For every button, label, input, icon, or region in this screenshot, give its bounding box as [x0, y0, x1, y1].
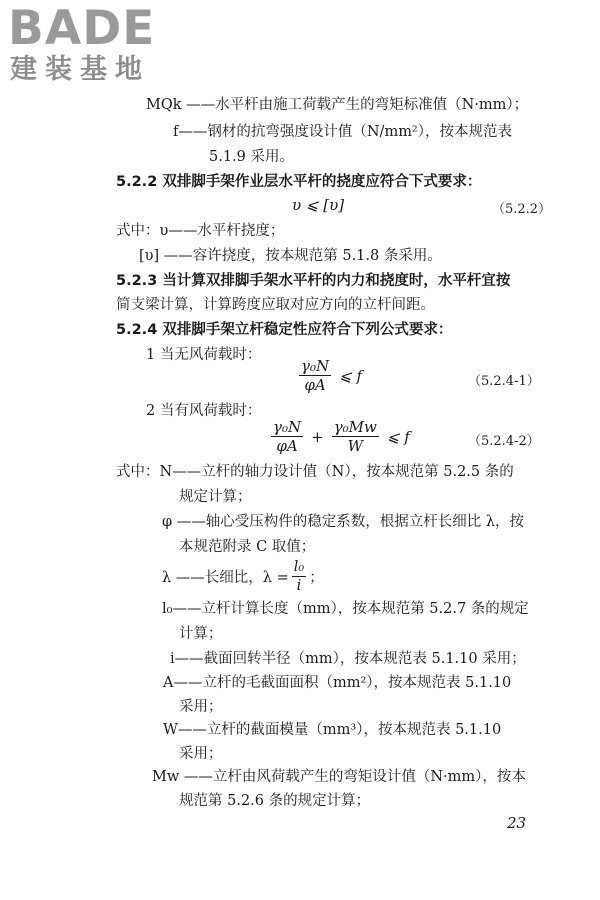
equation-number-5-2-2: （5.2.2）: [492, 202, 552, 217]
equation-5-2-4-1: $\frac{\text{γ₀N}}{\varphi A}$ ⩽ f: [301, 357, 362, 394]
def-l0-line1: l₀——立杆计算长度（mm），按本规范第 5.2.7 条的规定: [162, 601, 529, 617]
case-no-wind: 1 当无风荷载时：: [146, 347, 262, 363]
def-phi-line1: φ ——轴心受压构件的稳定系数，根据立杆长细比 λ，按: [162, 514, 525, 530]
def-lambda: λ ——长细比，λ = $\frac{\text{l₀}}{i}$ ；: [162, 559, 324, 594]
def-A-line2: 采用；: [179, 699, 223, 715]
def-f-line2: 5.1.9 采用。: [209, 149, 295, 165]
def-phi-line2: 本规范附录 C 取值；: [179, 539, 316, 555]
logo: [8, 1, 178, 86]
fraction: $\frac{\text{γ₀N}}{\varphi A}$: [301, 357, 330, 394]
equation-5-2-2: [292, 196, 344, 214]
def-Mw-line2: 规范第 5.2.6 条的规定计算；: [179, 793, 371, 809]
def-l0-line2: 计算；: [179, 626, 223, 642]
def-W-line1: W——立杆的截面模量（mm³），按本规范表 5.1.10: [163, 722, 502, 738]
fraction: $\frac{\text{γ₀N}}{\varphi A}$: [273, 418, 302, 455]
clause-5-2-2: 5.2.2 双排脚手架作业层水平杆的挠度应符合下式要求：: [116, 174, 482, 190]
equation-5-2-4-2: $\frac{\text{γ₀N}}{\varphi A}$ + $\frac{\text{γ₀Mw}}{W}$ ⩽ f: [273, 418, 410, 455]
def-i: i——截面回转半径（mm），按本规范表 5.1.10 采用；: [170, 651, 526, 667]
def-A-line1: A——立杆的毛截面面积（mm²），按本规范表 5.1.10: [163, 675, 512, 691]
clause-5-2-3-line1: 5.2.3 当计算双排脚手架水平杆的内力和挠度时，水平杆宜按: [116, 273, 511, 289]
where-v: 式中：υ——水平杆挠度；: [116, 223, 285, 239]
def-f-line1: f——钢材的抗弯强度设计值（N/mm²），按本规范表: [173, 124, 512, 140]
page-number: 23: [507, 814, 527, 832]
equation-number-5-2-4-2: （5.2.4-2）: [468, 434, 540, 449]
logo-wordmark: BADE: [8, 1, 156, 56]
fraction: $\frac{\text{l₀}}{i}$: [293, 559, 305, 594]
def-Mw-line1: Mw ——立杆由风荷载产生的弯矩设计值（N·mm），按本: [152, 769, 526, 785]
def-n-line2: 规定计算；: [179, 489, 252, 505]
def-W-line2: 采用；: [179, 746, 223, 762]
equation-5-2-2-expr: υ ⩽ [υ]: [292, 196, 345, 214]
case-with-wind: 2 当有风荷载时：: [146, 403, 262, 419]
equation-number-5-2-4-1: （5.2.4-1）: [468, 374, 540, 389]
fraction: $\frac{\text{γ₀Mw}}{W}$: [333, 418, 377, 455]
clause-5-2-3-line2: 简支梁计算，计算跨度应取对应方向的立杆间距。: [116, 297, 435, 313]
def-mqk: MQk ——水平杆由施工荷载产生的弯矩标准值（N·mm）；: [146, 97, 529, 113]
logo-subtitle: 建装基地: [10, 54, 150, 85]
clause-5-2-4: 5.2.4 双排脚手架立杆稳定性应符合下列公式要求：: [116, 322, 453, 338]
def-n-line1: 式中：N——立杆的轴力设计值（N），按本规范第 5.2.5 条的: [116, 464, 514, 480]
def-v-allowable: [υ] ——容许挠度，按本规范第 5.1.8 条采用。: [139, 248, 442, 264]
